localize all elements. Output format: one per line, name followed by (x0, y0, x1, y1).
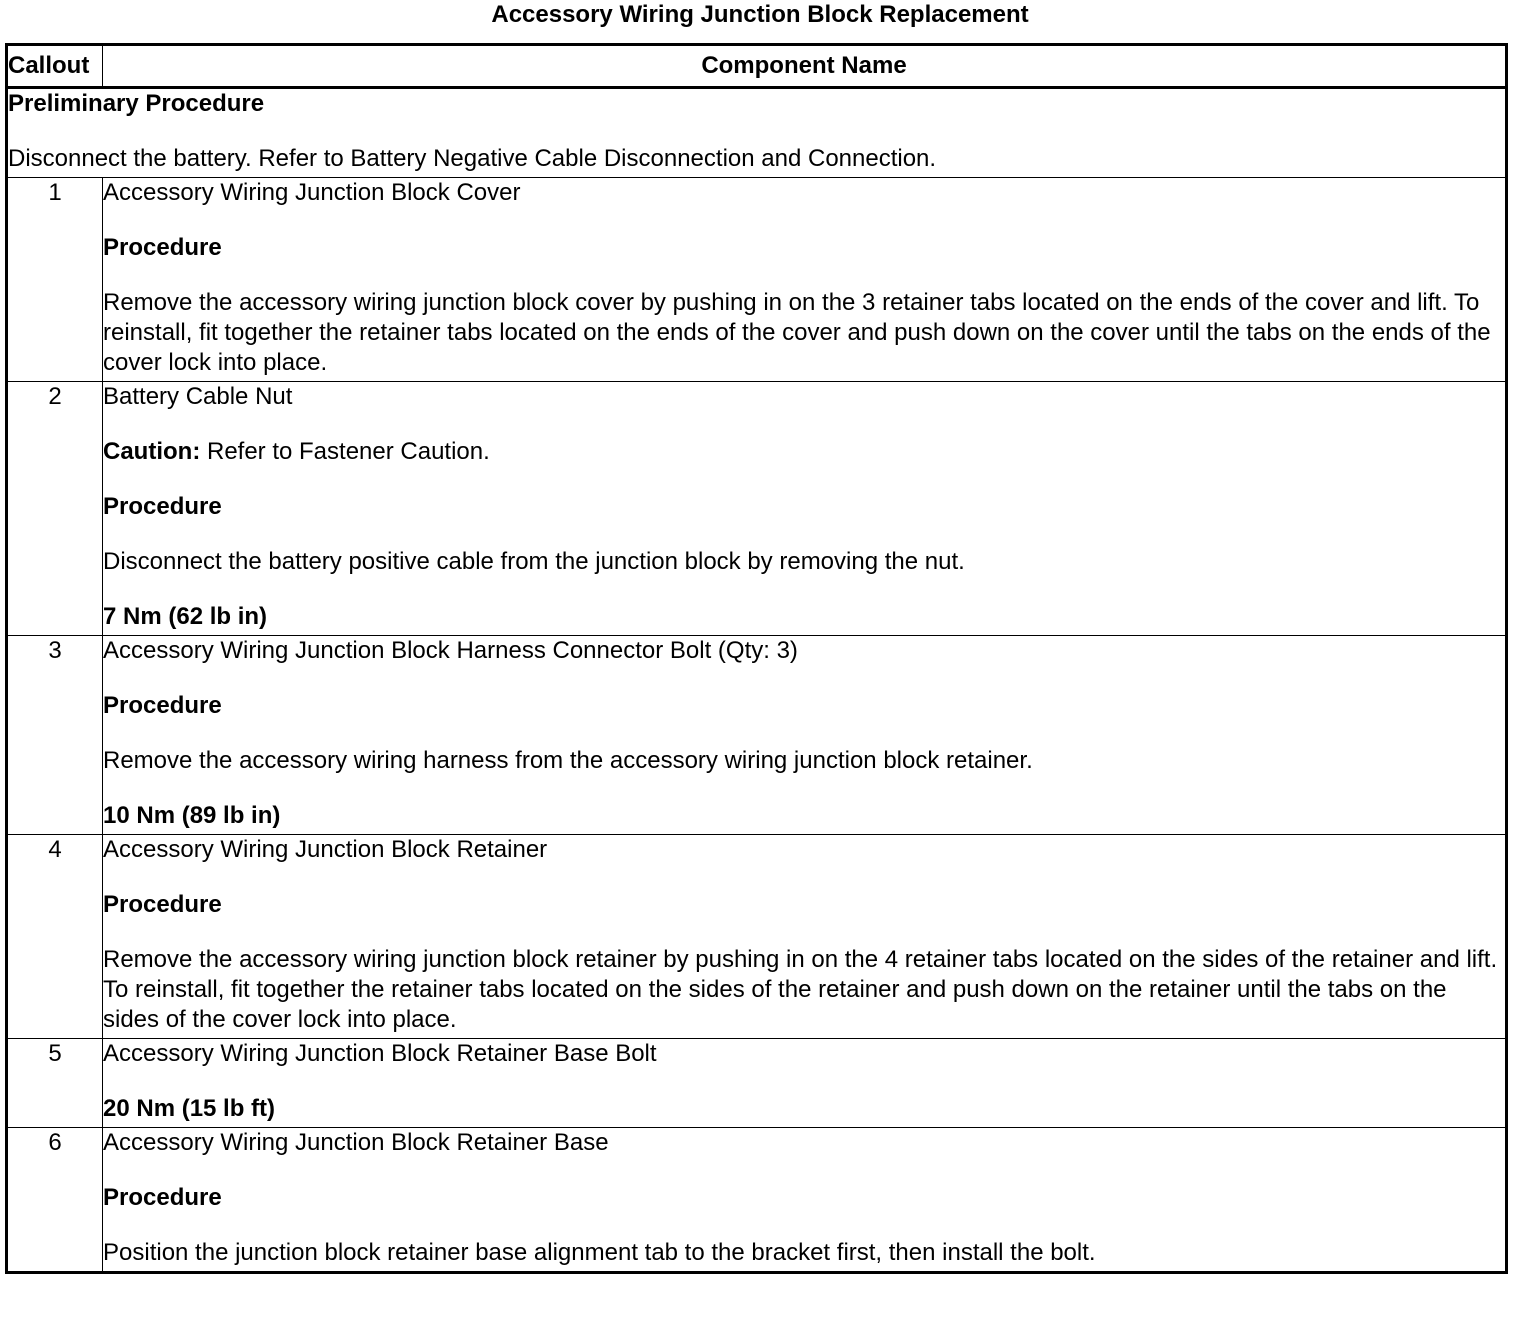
component-name: Accessory Wiring Junction Block Cover (103, 179, 521, 206)
procedure-label: Procedure (103, 891, 222, 918)
component-name: Battery Cable Nut (103, 383, 293, 410)
torque-spec: 20 Nm (15 lb ft) (103, 1095, 276, 1122)
torque-spec: 7 Nm (62 lb in) (103, 603, 268, 630)
table-row (7, 835, 1507, 1039)
page-title: Accessory Wiring Junction Block Replacement (491, 1, 1029, 28)
component-name-header: Component Name (103, 45, 1507, 88)
table-row (7, 382, 1507, 636)
component-cell (103, 382, 1507, 636)
component-cell (103, 178, 1507, 382)
callout-header: Callout (7, 45, 103, 88)
header-row (7, 45, 1507, 88)
procedure-label: Procedure (103, 1184, 222, 1211)
preliminary-heading: Preliminary Procedure (8, 90, 265, 117)
preliminary-row (7, 88, 1507, 178)
procedure-label: Procedure (103, 493, 222, 520)
caution-label: Caution: (103, 438, 201, 465)
table-row (7, 1039, 1507, 1128)
component-cell (103, 835, 1507, 1039)
table-row (7, 1128, 1507, 1273)
callout-number: 6 (7, 1128, 103, 1273)
component-name: Accessory Wiring Junction Block Harness Connector Bolt (Qty: 3) (103, 637, 798, 664)
caution-line (103, 437, 1505, 467)
component-name: Accessory Wiring Junction Block Retainer Base (103, 1129, 609, 1156)
torque-spec: 10 Nm (89 lb in) (103, 802, 281, 829)
table-row (7, 636, 1507, 835)
callout-number: 3 (7, 636, 103, 835)
callout-number: 2 (7, 382, 103, 636)
table-row (7, 178, 1507, 382)
procedure-text: Position the junction block retainer base alignment tab to the bracket first, then install the bolt. (103, 1239, 1096, 1266)
procedure-table (5, 43, 1508, 1274)
callout-number: 1 (7, 178, 103, 382)
caution-text: Refer to Fastener Caution. (200, 438, 490, 465)
preliminary-text: Disconnect the battery. Refer to Battery Negative Cable Disconnection and Connection. (8, 145, 937, 172)
component-cell (103, 1128, 1507, 1273)
component-name: Accessory Wiring Junction Block Retainer Base Bolt (103, 1040, 657, 1067)
procedure-text: Remove the accessory wiring junction block cover by pushing in on the 3 retainer tabs located on the ends of the cover and lift. To reinstall, fit together the retainer tabs located on the ends of the cover and push down on the cover until the tabs on the ends of the cover lock into place. (103, 289, 1491, 376)
preliminary-cell (7, 88, 1507, 178)
procedure-text: Disconnect the battery positive cable from the junction block by removing the nut. (103, 548, 965, 575)
procedure-text: Remove the accessory wiring junction block retainer by pushing in on the 4 retainer tabs located on the sides of the retainer and lift. To reinstall, fit together the retainer tabs located on the sides of the retainer and push down on the retainer until the tabs on the sides of the cover lock into place. (103, 946, 1498, 1033)
callout-number: 4 (7, 835, 103, 1039)
component-cell (103, 636, 1507, 835)
callout-number: 5 (7, 1039, 103, 1128)
component-name: Accessory Wiring Junction Block Retainer (103, 836, 548, 863)
procedure-text: Remove the accessory wiring harness from the accessory wiring junction block retainer. (103, 747, 1033, 774)
procedure-label: Procedure (103, 692, 222, 719)
procedure-label: Procedure (103, 234, 222, 261)
component-cell (103, 1039, 1507, 1128)
